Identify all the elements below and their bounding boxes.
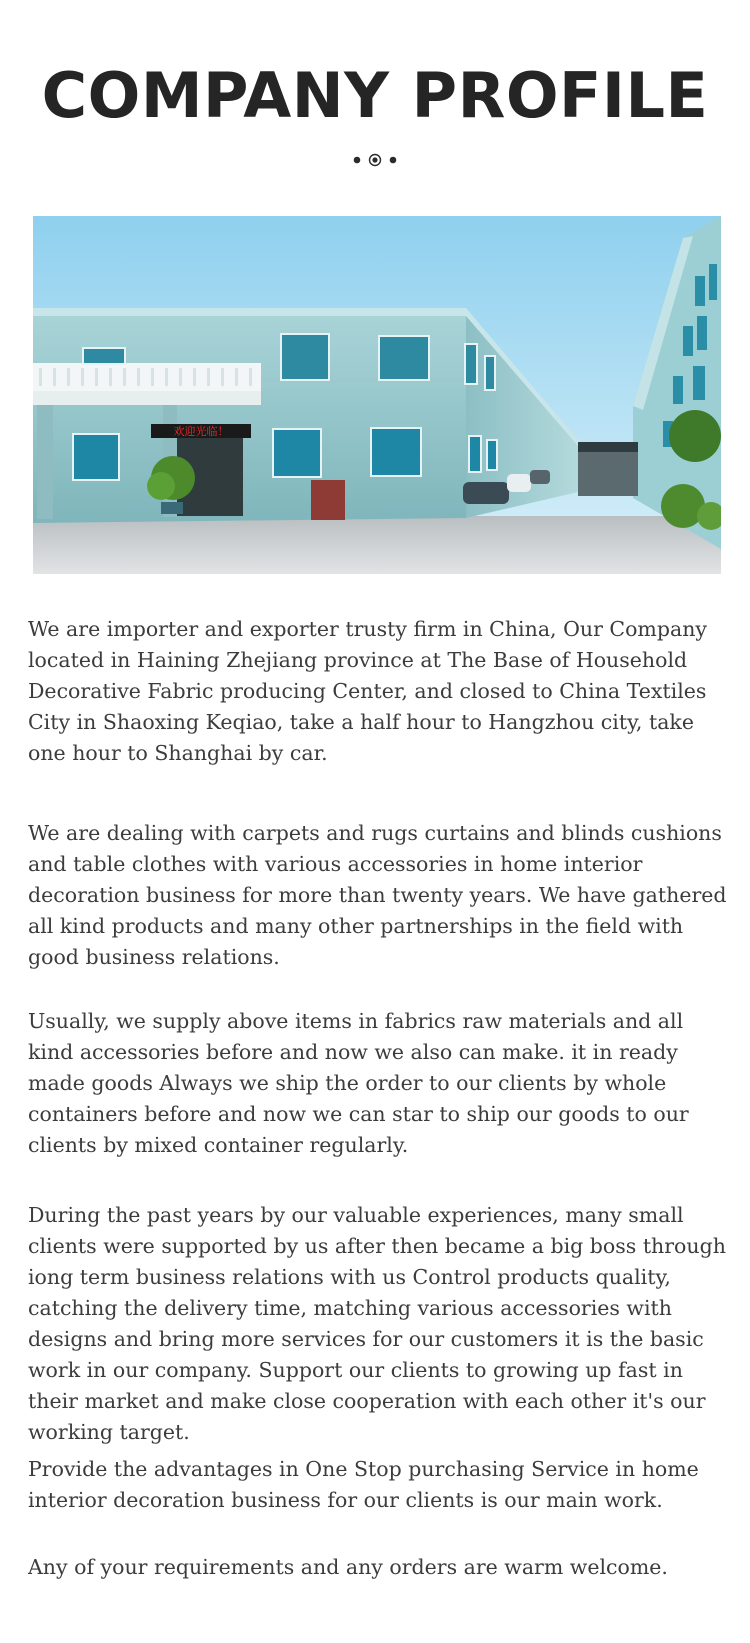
page-title: COMPANY PROFILE — [41, 59, 709, 132]
paragraph-welcome: Any of your requirements and any orders are warm welcome. — [28, 1555, 668, 1579]
paragraph-supply: Usually, we supply above items in fabrics raw materials and all kind accessories before and now we also can make. it in ready made goods Always we ship the order to our clients by whole containers before and now we can star to ship our goods to our clients by mixed container regularly. — [28, 1009, 689, 1157]
paragraph-business: We are dealing with carpets and rugs curtains and blinds cushions and table clothes with various accessories in home interior decoration business for more than twenty years. We have gathered all kind products and many other partnerships in the field with good business relations. — [28, 821, 727, 969]
paragraph-experience: During the past years by our valuable experiences, many small clients were supported by us after then became a big boss through iong term business relations with us Control products quality, catching the delivery time, matching various accessories with designs and bring more services for our customers it is the basic work in our company. Support our clients to growing up fast in their market and make close cooperation with each other it's our working target. — [28, 1203, 726, 1444]
dots-divider-icon — [349, 152, 401, 168]
factory-building-photo — [33, 216, 721, 574]
entrance-led-sign: 欢迎光临！ — [173, 425, 229, 438]
paragraph-location: We are importer and exporter trusty firm in China, Our Company located in Haining Zhejiang province at The Base of Household Decorative Fabric producing Center, and closed to China Textiles City in Shaoxing Keqiao, take a half hour to Hangzhou city, take one hour to Shanghai by car. — [28, 617, 707, 765]
paragraph-one-stop-service: Provide the advantages in One Stop purchasing Service in home interior decoration business for our clients is our main work. — [28, 1457, 699, 1512]
